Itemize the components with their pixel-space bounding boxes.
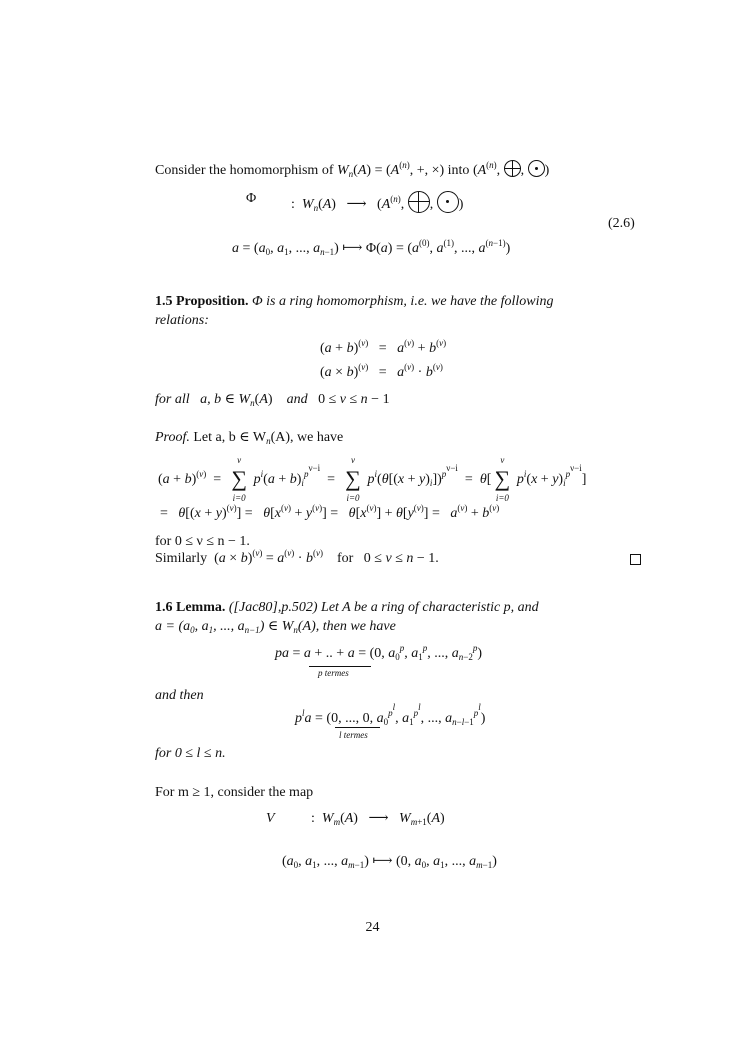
intro-line: Consider the homomorphism of $W_n(A) = (A^{(n)}$, +, ×) into ($A^{(n)}$, , ) — [155, 160, 550, 179]
odot-icon — [528, 160, 545, 177]
map-v-def: : $W_m(A)$ ⟶ $W_{m+1}(A)$ — [311, 811, 445, 827]
page-number: 24 — [365, 920, 380, 935]
phi-map-elements: $a = (a_0$, $a_1$, ..., $a_{n-1}$) ⟼ $\Phi(a) = (a^{(0)}$, $a^{(1)}$, ..., $a^{(n-1)}$) — [232, 238, 511, 257]
l-termes-label: l termes — [339, 730, 368, 740]
lemma-line2: $a = (a_0$, $a_1$, ..., $a_{n-1}$) ∈ $W_n(A)$, then we have — [155, 619, 396, 635]
qed-square-icon — [630, 554, 641, 565]
map-v-elements: ($a_0$, $a_1$, ..., $a_{m-1}$) ⟼ (0, $a_0$, $a_1$, ..., $a_{m-1}$) — [282, 854, 497, 870]
lemma-equation-2: $p^la = (0$, ..., 0, $a_0^{p^l}$, $a_1^{p^l}$, ..., $a_{n-l-1}^{p^l}$) — [295, 702, 486, 727]
odot-icon — [437, 191, 459, 213]
proof-equation-1: $(a + b)^{(\nu)}$ = ν ∑ i=0 $p^i(a + b)_i^{p^{\nu-i}}$ = ν ∑ i=0 $p^i(\theta[(x + y)_i])^{p^{\nu-i}} = \theta$[ ν ∑ i=0 $p^i(x + y)_i^{p^{\nu-i}}$] — [158, 455, 587, 504]
relation-sum: $(a + b)^{(\nu)} = a^{(\nu)} + b^{(\nu)}$ — [320, 338, 447, 356]
phi-map-line: Φ — [246, 191, 257, 206]
underbrace — [309, 662, 371, 667]
and-then: and then — [155, 688, 204, 703]
proof-range: for 0 ≤ ν ≤ n − 1. — [155, 534, 250, 549]
lemma-range: for 0 ≤ l ≤ n. — [155, 746, 226, 761]
proof-line: Proof. Let a, b ∈ $W_n(A)$, we have — [155, 430, 344, 446]
lemma-ref: ([Jac80],p.502) — [228, 600, 318, 615]
intro-text: Consider the homomorphism of — [155, 163, 334, 178]
relation-product: $(a \times b)^{(\nu)} = a^{(\nu)} \cdot b^{(\nu)}$ — [320, 362, 443, 380]
lemma-line1: 1.6 Lemma. ([Jac80],p.502) Let A be a ring of characteristic p, and — [155, 600, 539, 615]
lemma-equation-1: pa = a + .. + a = (0, $a_0^p$, $a_1^p$, ..., $a_{n-2}^p$) — [275, 643, 483, 662]
proof-label: Proof. — [155, 430, 190, 445]
oplus-icon — [408, 191, 430, 213]
underbrace — [335, 723, 380, 728]
phi-map-def: : $W_n(A)$ ⟶ ($A^{(n)}$, , ) — [291, 191, 463, 213]
proof-equation-2: = $\theta[(x + y)^{(\nu)}] = \theta[x^{(\nu)} + y^{(\nu)}] = \theta[x^{(\nu)}] + \theta[y^{(\nu)}] = a^{(\nu)} + b^{(\nu)}$ — [160, 503, 500, 521]
intro-into: into — [447, 163, 470, 178]
equation-number: (2.6) — [608, 216, 635, 231]
proposition-label: 1.5 Proposition. — [155, 294, 249, 309]
map-v-symbol: V — [266, 811, 275, 826]
proposition-text: Φ is a ring homomorphism, i.e. we have the following — [251, 294, 554, 309]
proposition-line1 — [155, 294, 554, 310]
proposition-line2: relations: — [155, 313, 209, 328]
map-intro: For m ≥ 1, consider the map — [155, 785, 314, 800]
p-termes-label: p termes — [318, 668, 349, 678]
forall-line: for all a, b ∈ $W_n(A)$ and 0 ≤ ν ≤ n − 1 — [155, 392, 390, 408]
lemma-label: 1.6 Lemma. — [155, 600, 226, 615]
proof-similarly: Similarly $(a \times b)^{(\nu)} = a^{(\nu)} \cdot b^{(\nu)}$ for 0 ≤ ν ≤ n − 1. — [155, 548, 439, 566]
oplus-icon — [504, 160, 521, 177]
